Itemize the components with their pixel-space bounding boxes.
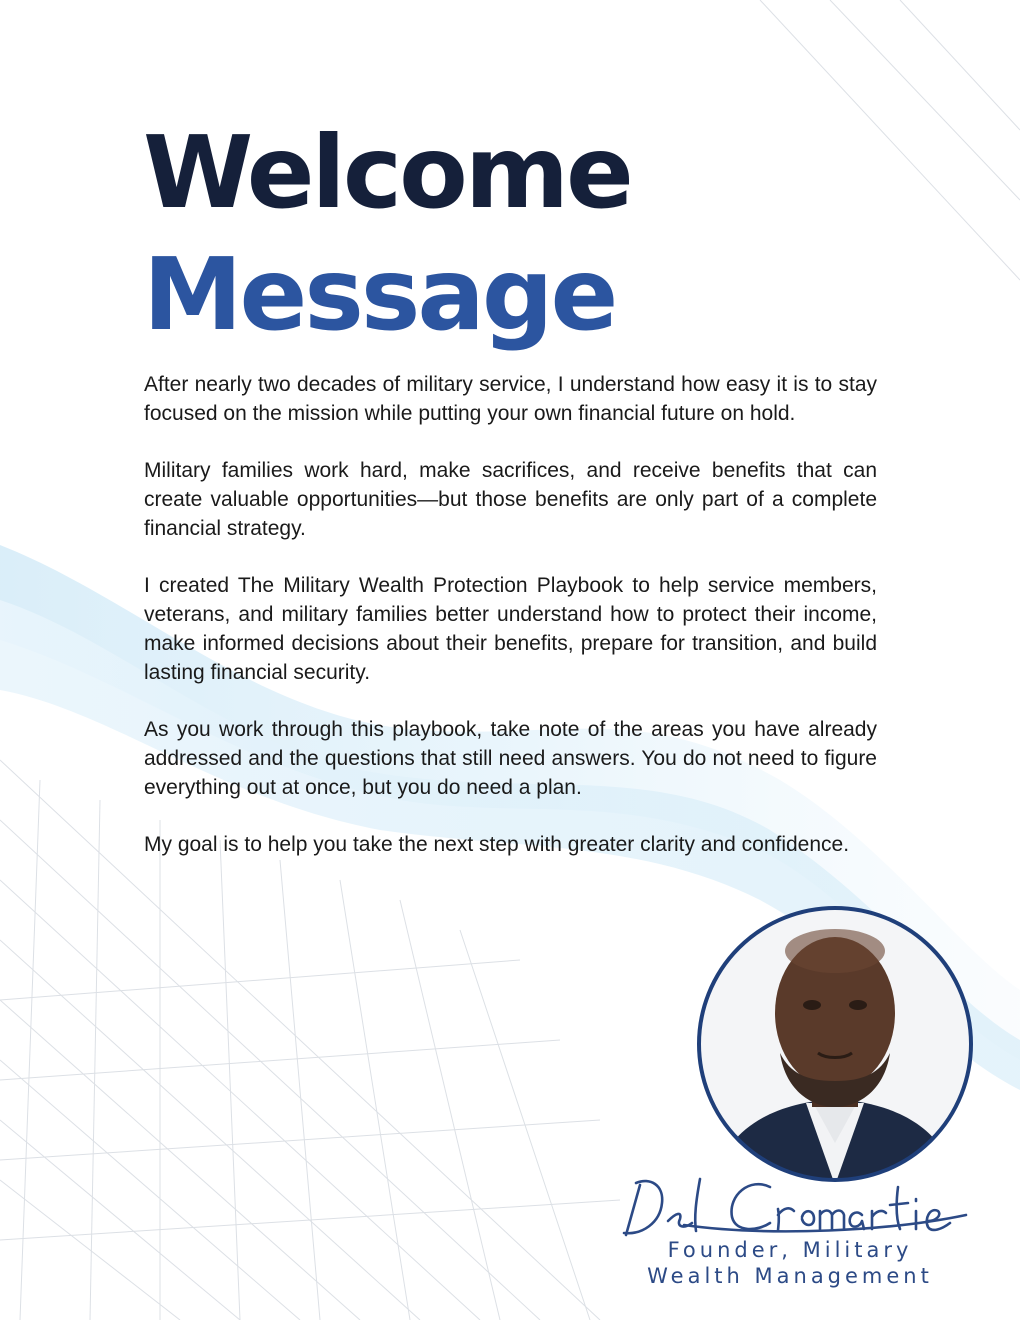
author-title-line1: Founder, Military xyxy=(667,1238,913,1262)
paragraph-playbook: I created The Military Wealth Protection Playbook to help service members, veterans, and military families better understand how to protect their income, make informed decisions about their benefits, prepare for transition, and build lasting financial security. xyxy=(144,574,877,684)
author-title xyxy=(605,1237,975,1289)
title-line-message: Message xyxy=(143,236,616,353)
author-signature xyxy=(610,1165,980,1245)
paragraph-goal: My goal is to help you take the next step with greater clarity and confidence. xyxy=(144,833,850,856)
page-title xyxy=(143,112,631,356)
paragraph-intro: After nearly two decades of military service, I understand how easy it is to stay focused on the mission while putting your own financial future on hold. xyxy=(144,373,877,425)
paragraph-guidance: As you work through this playbook, take note of the areas you have already addressed and the questions that still need answers. You do not need to figure everything out at once, but you do need a plan. xyxy=(144,718,877,799)
author-title-line2: Wealth Management xyxy=(647,1264,933,1288)
letter-body xyxy=(144,370,877,887)
title-line-welcome: Welcome xyxy=(143,114,631,231)
author-portrait xyxy=(694,903,976,1185)
paragraph-benefits: Military families work hard, make sacrifices, and receive benefits that can create valuable opportunities—but those benefits are only part of a complete financial strategy. xyxy=(144,459,877,540)
